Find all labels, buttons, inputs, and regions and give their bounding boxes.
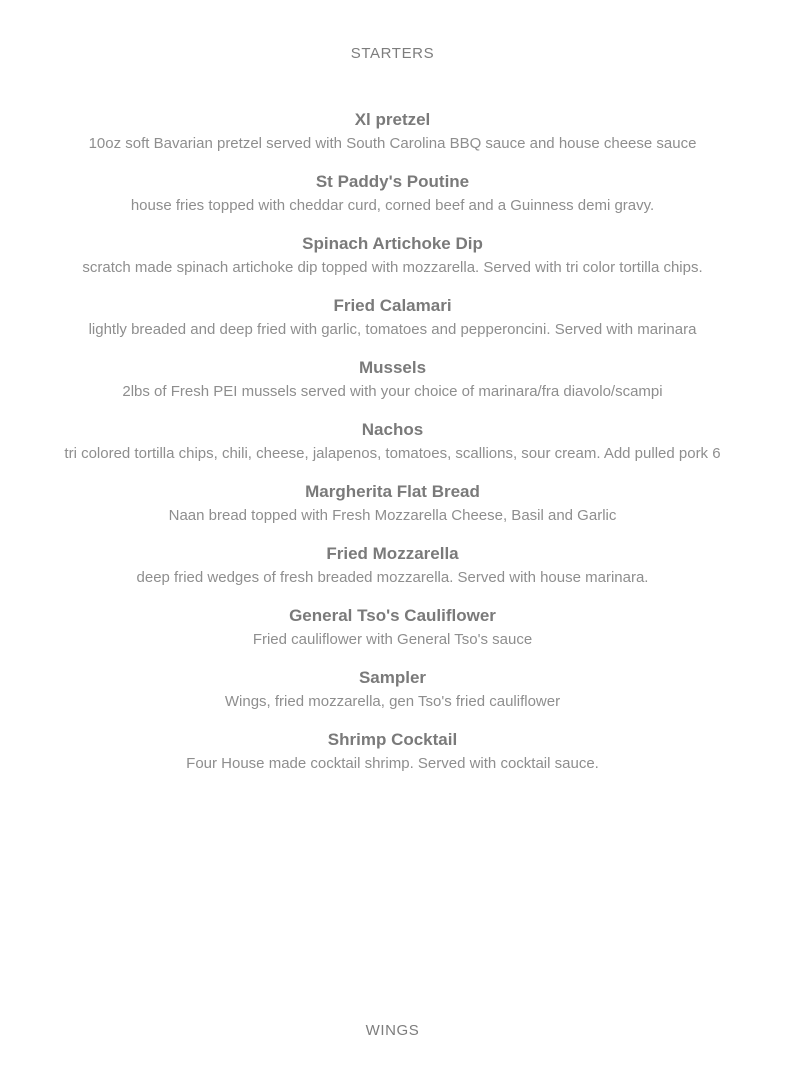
menu-item bbox=[0, 358, 785, 401]
item-description: tri colored tortilla chips, chili, cheese, jalapenos, tomatoes, scallions, sour cream. Add pulled pork 6 bbox=[64, 445, 721, 462]
menu-item bbox=[0, 172, 785, 215]
item-description: lightly breaded and deep fried with garlic, tomatoes and pepperoncini. Served with marinara bbox=[88, 321, 697, 338]
menu-item bbox=[0, 668, 785, 711]
item-description: Naan bread topped with Fresh Mozzarella Cheese, Basil and Garlic bbox=[168, 507, 617, 524]
item-name: General Tso's Cauliflower bbox=[289, 606, 496, 625]
item-description: Fried cauliflower with General Tso's sauce bbox=[252, 631, 533, 648]
menu-item bbox=[0, 606, 785, 649]
item-description: Wings, fried mozzarella, gen Tso's fried cauliflower bbox=[224, 693, 561, 710]
item-name: Fried Mozzarella bbox=[326, 544, 459, 563]
item-name: Shrimp Cocktail bbox=[327, 730, 458, 749]
item-description: deep fried wedges of fresh breaded mozzarella. Served with house marinara. bbox=[136, 569, 649, 586]
menu-item bbox=[0, 420, 785, 463]
item-name: Fried Calamari bbox=[333, 296, 452, 315]
item-name: Margherita Flat Bread bbox=[305, 482, 480, 501]
section-heading-starters: STARTERS bbox=[350, 45, 435, 62]
item-description: 2lbs of Fresh PEI mussels served with your choice of marinara/fra diavolo/scampi bbox=[122, 383, 663, 400]
item-name: Xl pretzel bbox=[354, 110, 431, 129]
menu-item bbox=[0, 544, 785, 587]
menu-item bbox=[0, 234, 785, 277]
item-description: house fries topped with cheddar curd, corned beef and a Guinness demi gravy. bbox=[130, 197, 655, 214]
item-description: scratch made spinach artichoke dip topped with mozzarella. Served with tri color tortilla chips. bbox=[82, 259, 703, 276]
menu-item bbox=[0, 296, 785, 339]
item-name: Sampler bbox=[358, 668, 427, 687]
item-name: Spinach Artichoke Dip bbox=[302, 234, 483, 253]
item-name: St Paddy's Poutine bbox=[315, 172, 470, 191]
starters-list bbox=[0, 110, 785, 773]
menu-item bbox=[0, 482, 785, 525]
menu-item bbox=[0, 730, 785, 773]
menu-item bbox=[0, 110, 785, 153]
item-description: 10oz soft Bavarian pretzel served with South Carolina BBQ sauce and house cheese sauce bbox=[88, 135, 697, 152]
item-name: Mussels bbox=[358, 358, 427, 377]
item-name: Nachos bbox=[361, 420, 424, 439]
section-heading-wings: WINGS bbox=[365, 1022, 420, 1039]
item-description: Four House made cocktail shrimp. Served with cocktail sauce. bbox=[186, 755, 599, 772]
